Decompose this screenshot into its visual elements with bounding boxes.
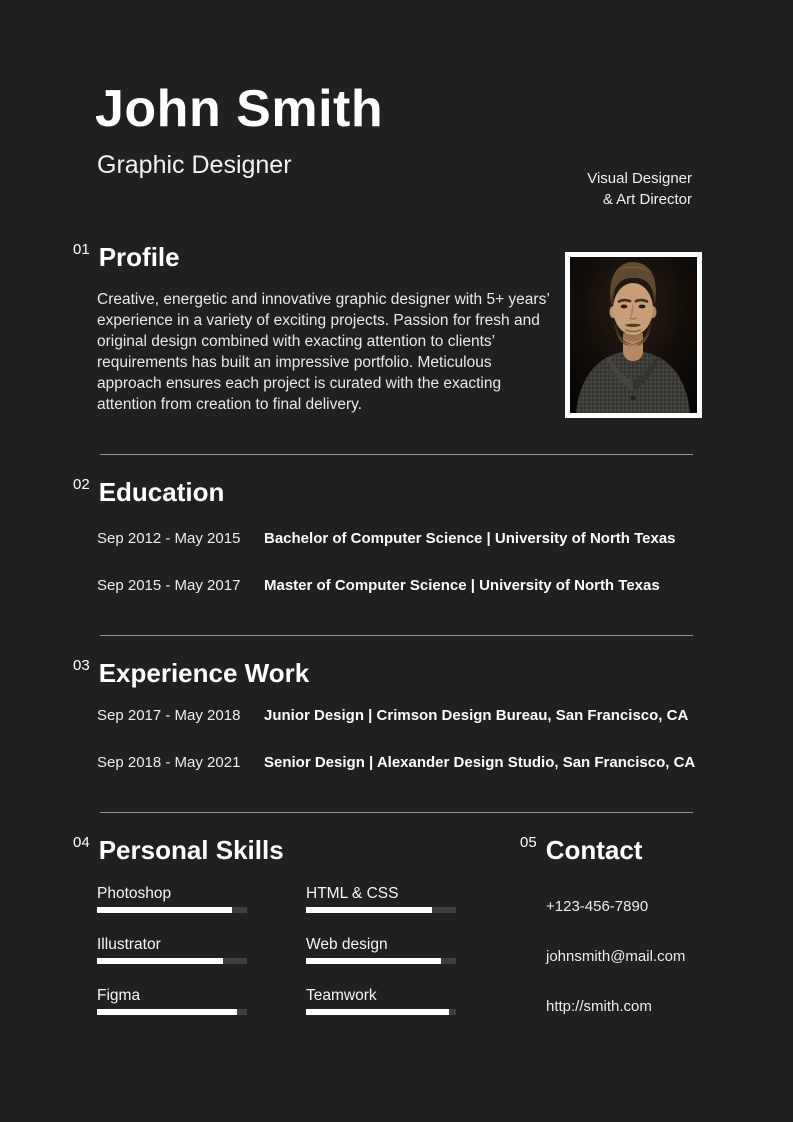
experience-detail: Senior Design | Alexander Design Studio, San Francisco, CA xyxy=(264,754,696,771)
section-head-skills xyxy=(73,834,284,866)
skill-label: Photoshop xyxy=(97,885,172,902)
person-name: John Smith xyxy=(95,80,384,138)
section-number-skills: 04 xyxy=(73,834,90,851)
profile-photo xyxy=(565,252,702,418)
contact-phone: +123-456-7890 xyxy=(546,898,649,915)
section-title-experience: Experience Work xyxy=(98,658,310,688)
skill-label: Illustrator xyxy=(97,936,161,953)
education-dates: Sep 2012 - May 2015 xyxy=(97,530,241,547)
education-detail: Bachelor of Computer Science | University of North Texas xyxy=(264,530,676,547)
skills-grid xyxy=(97,884,458,1037)
divider-experience-bottom xyxy=(100,812,693,813)
person-role: Graphic Designer xyxy=(97,151,292,179)
tagline-line2: & Art Director xyxy=(602,191,692,208)
education-row xyxy=(97,577,717,594)
contact-website: http://smith.com xyxy=(546,998,652,1015)
skill-label: Web design xyxy=(306,936,388,953)
section-title-contact: Contact xyxy=(545,835,643,865)
skill-progress-bar xyxy=(306,907,456,913)
skill-progress-fill xyxy=(97,958,223,964)
skill-item xyxy=(97,986,249,1015)
experience-dates: Sep 2018 - May 2021 xyxy=(97,754,241,771)
skill-item xyxy=(97,884,249,913)
tagline xyxy=(587,168,692,210)
skill-progress-bar xyxy=(97,958,247,964)
tagline-line1: Visual Designer xyxy=(587,170,692,187)
skill-item xyxy=(97,935,249,964)
section-number-profile: 01 xyxy=(73,241,90,258)
section-title-skills: Personal Skills xyxy=(98,835,284,865)
experience-list xyxy=(97,707,717,801)
skill-progress-bar xyxy=(306,958,456,964)
section-head-education xyxy=(73,476,224,508)
divider-education-experience xyxy=(100,635,693,636)
section-number-contact: 05 xyxy=(520,834,537,851)
contact-list xyxy=(546,899,685,1049)
skill-item xyxy=(306,935,458,964)
skill-label: Figma xyxy=(97,987,141,1004)
experience-dates: Sep 2017 - May 2018 xyxy=(97,707,241,724)
skills-column-left xyxy=(97,884,249,1037)
skill-progress-bar xyxy=(306,1009,456,1015)
experience-row xyxy=(97,707,717,724)
skill-progress-bar xyxy=(97,1009,247,1015)
divider-profile-education xyxy=(100,454,693,455)
experience-detail: Junior Design | Crimson Design Bureau, San Francisco, CA xyxy=(264,707,689,724)
skills-column-right xyxy=(306,884,458,1037)
contact-email: johnsmith@mail.com xyxy=(546,948,686,965)
section-title-education: Education xyxy=(98,477,225,507)
skill-progress-fill xyxy=(97,907,232,913)
education-row xyxy=(97,530,717,547)
skill-progress-fill xyxy=(306,1009,449,1015)
education-list xyxy=(97,530,717,624)
profile-summary: Creative, energetic and innovative graphic designer with 5+ years’ experience in a variety of exciting projects. Passion for fresh and original design combined with exacting attention to clients’ requirements has built an impressive portfolio. Meticulous approach ensures each project is curated with the exacting attention from creation to final delivery. xyxy=(97,291,550,413)
skill-progress-fill xyxy=(97,1009,237,1015)
skill-progress-fill xyxy=(306,907,432,913)
section-head-profile xyxy=(73,241,180,273)
section-number-experience: 03 xyxy=(73,657,90,674)
section-head-contact xyxy=(520,834,642,866)
section-title-profile: Profile xyxy=(98,242,180,272)
section-number-education: 02 xyxy=(73,476,90,493)
experience-row xyxy=(97,754,717,771)
education-detail: Master of Computer Science | University of North Texas xyxy=(264,577,660,594)
skill-progress-fill xyxy=(306,958,441,964)
education-dates: Sep 2015 - May 2017 xyxy=(97,577,241,594)
skill-label: HTML & CSS xyxy=(306,885,399,902)
section-head-experience xyxy=(73,657,309,689)
skill-item xyxy=(306,986,458,1015)
portrait-illustration xyxy=(570,257,697,413)
skill-label: Teamwork xyxy=(306,987,377,1004)
skill-progress-bar xyxy=(97,907,247,913)
skill-item xyxy=(306,884,458,913)
